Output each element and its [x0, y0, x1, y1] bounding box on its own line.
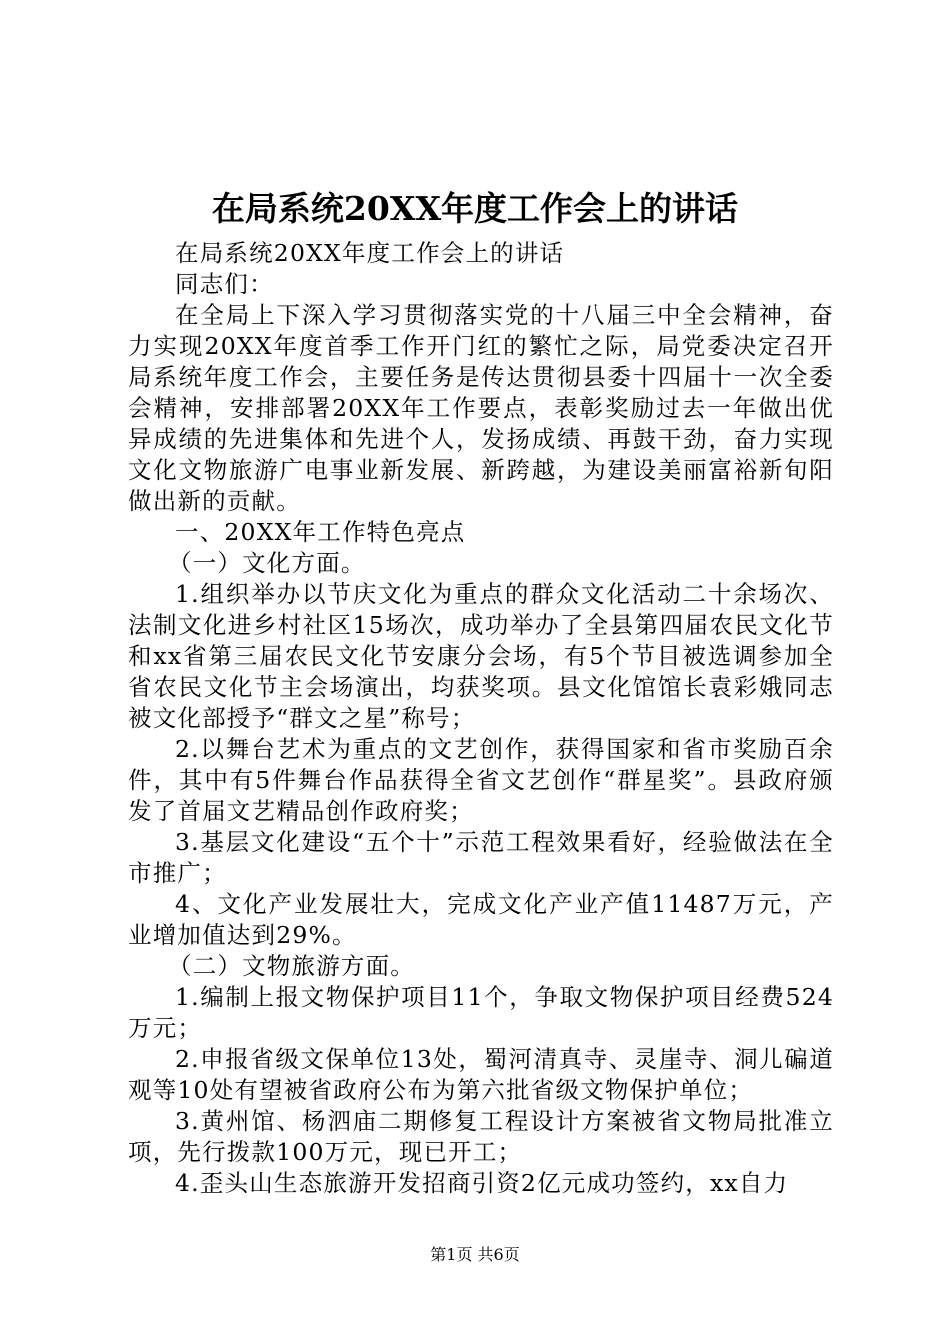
- list-item-paragraph: 4、文化产业发展壮大，完成文化产业产值11487万元，产业增加值达到29%。: [128, 890, 834, 949]
- page-footer: 第1页 共6页: [430, 1245, 520, 1264]
- list-item-paragraph: 1.组织举办以节庆文化为重点的群众文化活动二十余场次、法制文化进乡村社区15场次，成功举办了全县第四届农民文化节和xx省第三届农民文化节安康分会场，有5个节目被选调参加全省农民文化节主会场演出，均获奖项。县文化馆馆长袁彩娥同志被文化部授予“群文之星”称号；: [128, 580, 834, 732]
- list-item-paragraph: 4.歪头山生态旅游开发招商引资2亿元成功签约，xx自力: [175, 1169, 789, 1197]
- list-item-paragraph: 2.以舞台艺术为重点的文艺创作，获得国家和省市奖励百余件，其中有5件舞台作品获得全省文艺创作“群星奖”。县政府颁发了首届文艺精品创作政府奖；: [128, 735, 834, 825]
- section-heading: 一、20XX年工作特色亮点: [175, 518, 466, 546]
- list-item-paragraph: 1.编制上报文物保护项目11个，争取文物保护项目经费524万元；: [128, 983, 834, 1042]
- list-item-paragraph: 2.申报省级文保单位13处，蜀河清真寺、灵崖寺、洞儿碥道观等10处有望被省政府公布为第六批省级文物保护单位；: [128, 1045, 834, 1104]
- list-item-paragraph: 3.基层文化建设“五个十”示范工程效果看好，经验做法在全市推广；: [128, 828, 834, 887]
- intro-paragraph: 在全局上下深入学习贯彻落实党的十八届三中全会精神，奋力实现20XX年度首季工作开门红的繁忙之际，局党委决定召开局系统年度工作会，主要任务是传达贯彻县委十四届十一次全委会精神，安排部署20XX年工作要点，表彰奖励过去一年做出优异成绩的先进集体和先进个人，发扬成绩、再鼓干劲，奋力实现文化文物旅游广电事业新发展、新跨越，为建设美丽富裕新旬阳做出新的贡献。: [128, 301, 834, 515]
- subsection-heading: （二）文物旅游方面。: [168, 952, 415, 980]
- document-title: 在局系统20XX年度工作会上的讲话: [211, 189, 739, 228]
- document-body: [128, 238, 834, 1199]
- subsection-heading: （一）文化方面。: [168, 549, 366, 577]
- subtitle-paragraph: 在局系统20XX年度工作会上的讲话: [175, 239, 565, 267]
- salutation-paragraph: 同志们：: [175, 270, 274, 298]
- list-item-paragraph: 3.黄州馆、杨泗庙二期修复工程设计方案被省文物局批准立项，先行拨款100万元，现已开工；: [128, 1107, 834, 1166]
